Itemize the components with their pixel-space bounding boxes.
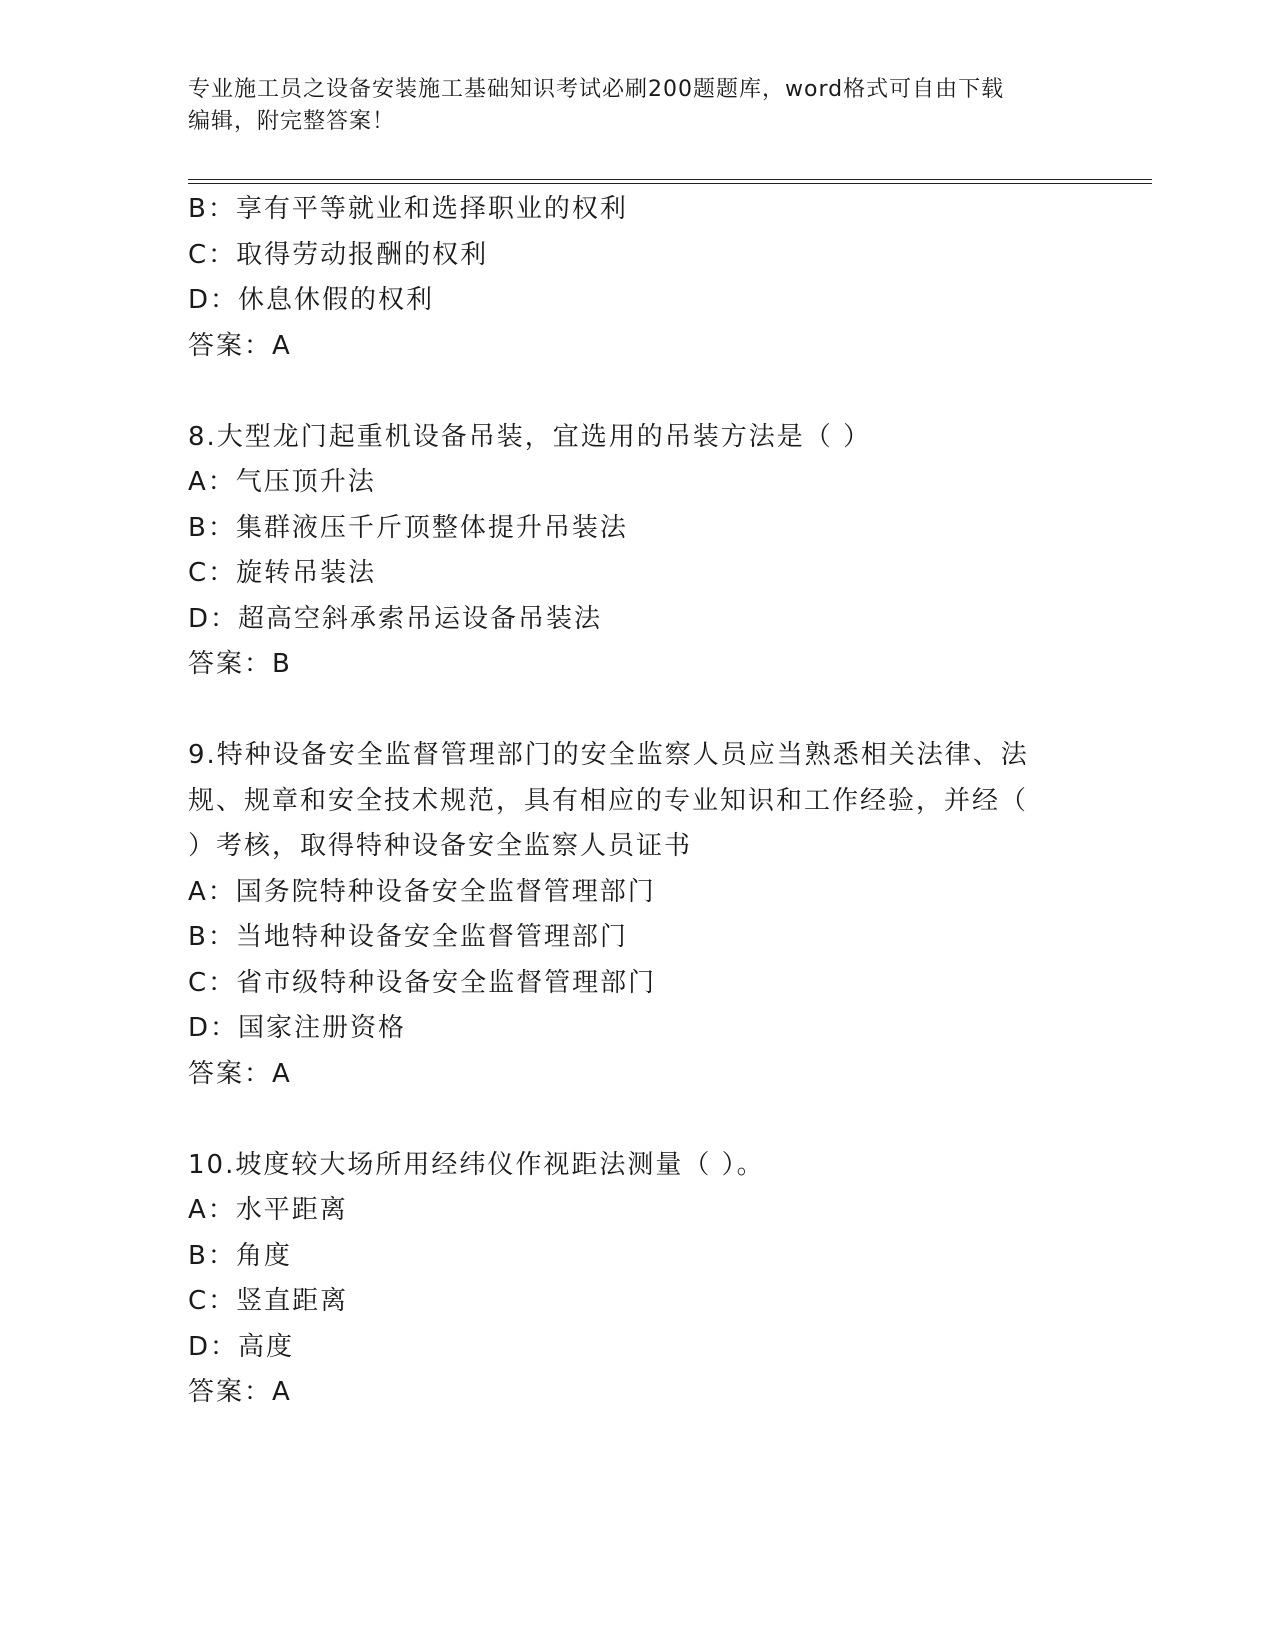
option-d: D：国家注册资格 bbox=[188, 1013, 407, 1043]
option-b: B：集群液压千斤顶整体提升吊装法 bbox=[188, 512, 628, 543]
answer-line: 答案：A bbox=[188, 330, 292, 361]
option-d: D：高度 bbox=[188, 1331, 295, 1362]
option-a: A：水平距离 bbox=[188, 1195, 348, 1225]
option-b: B：当地特种设备安全监督管理部门 bbox=[188, 922, 628, 952]
option-d: D：休息休假的权利 bbox=[188, 285, 435, 315]
question-block-10 bbox=[188, 1143, 1088, 1416]
spacer bbox=[188, 369, 1088, 415]
option-b: B：角度 bbox=[188, 1240, 292, 1271]
question-stem: ）考核，取得特种设备安全监察人员证书 bbox=[188, 831, 693, 861]
question-block-8 bbox=[188, 415, 1088, 688]
question-stem: 9.特种设备安全监督管理部门的安全监察人员应当熟悉相关法律、法 bbox=[188, 740, 1029, 770]
header-divider-top bbox=[188, 179, 1152, 180]
question-stem: 10.坡度较大场所用经纬仪作视距法测量（ ）。 bbox=[188, 1149, 765, 1180]
header-title-line-1: 专业施工员之设备安装施工基础知识考试必刷200题题库，word格式可自由下载 bbox=[188, 77, 1005, 102]
spacer bbox=[188, 688, 1088, 734]
answer-line: 答案：A bbox=[188, 1058, 292, 1089]
question-block-7 bbox=[188, 187, 1088, 369]
option-a: A：气压顶升法 bbox=[188, 467, 376, 497]
spacer bbox=[188, 1097, 1088, 1143]
question-stem: 8.大型龙门起重机设备吊装，宜选用的吊装方法是（ ） bbox=[188, 421, 872, 452]
answer-line: 答案：B bbox=[188, 649, 292, 679]
header-title-line-2: 编辑，附完整答案！ bbox=[188, 109, 396, 134]
option-c: C：旋转吊装法 bbox=[188, 558, 377, 588]
option-c: C：省市级特种设备安全监督管理部门 bbox=[188, 967, 657, 998]
document-header bbox=[188, 74, 1068, 138]
option-b: B：享有平等就业和选择职业的权利 bbox=[188, 194, 628, 224]
option-d: D：超高空斜承索吊运设备吊装法 bbox=[188, 603, 603, 634]
option-c: C：竖直距离 bbox=[188, 1286, 349, 1316]
question-block-9 bbox=[188, 733, 1088, 1097]
question-content bbox=[188, 187, 1088, 1416]
header-divider-bottom bbox=[188, 183, 1152, 184]
answer-line: 答案：A bbox=[188, 1377, 292, 1407]
option-c: C：取得劳动报酬的权利 bbox=[188, 239, 489, 270]
option-a: A：国务院特种设备安全监督管理部门 bbox=[188, 876, 656, 907]
question-stem: 规、规章和安全技术规范，具有相应的专业知识和工作经验，并经（ bbox=[188, 785, 1029, 816]
